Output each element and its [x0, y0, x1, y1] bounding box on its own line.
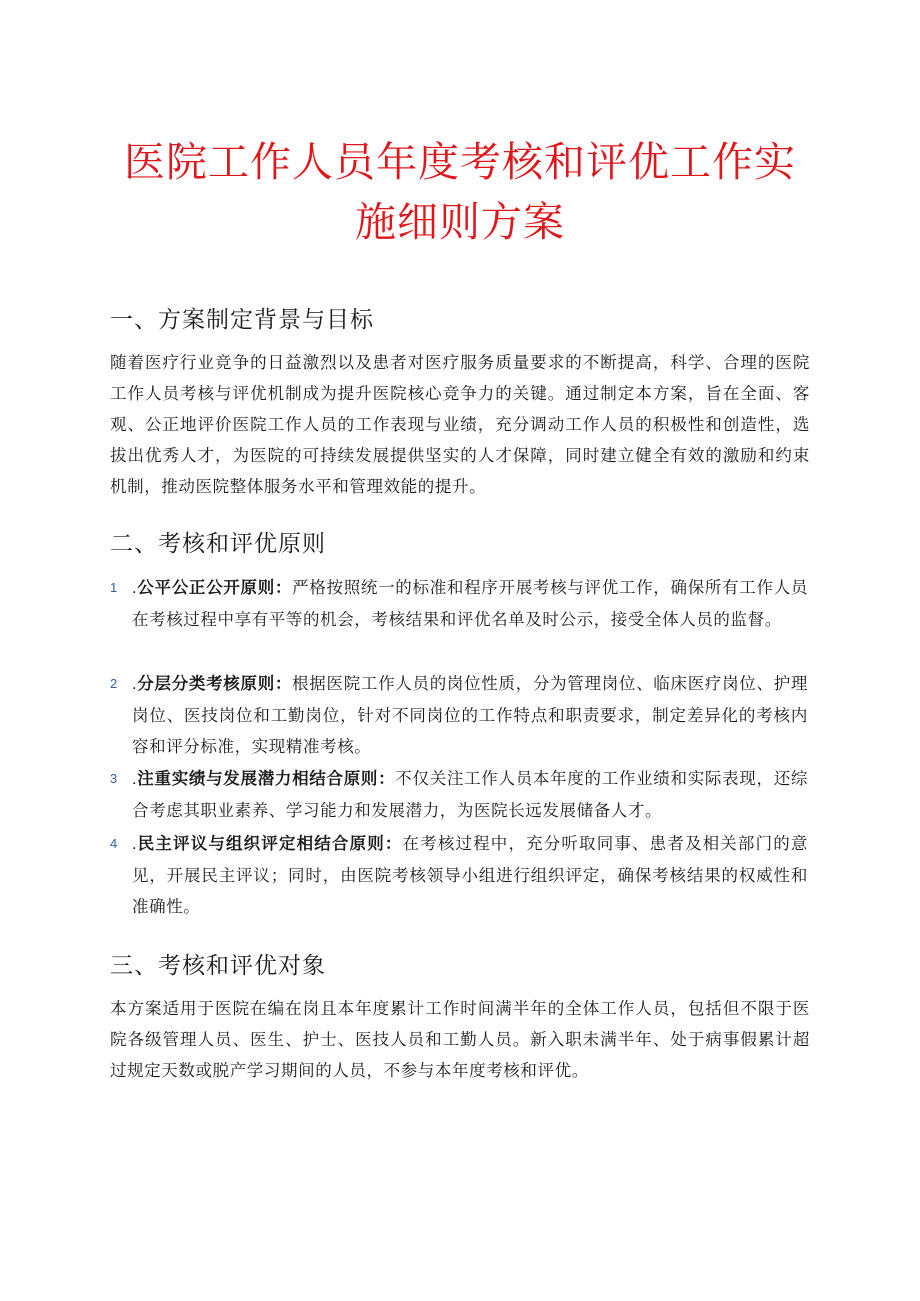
list-item-dot: .	[132, 770, 138, 788]
list-item-lead: 分层分类考核原则：	[137, 674, 293, 693]
list-item-text: 不仅关注工作人员本年度的工作业绩和实际表现，还综合考虑其职业素养、学习能力和发展潜力，为医院长远发展储备人才。	[132, 769, 809, 820]
list-item-number: 2	[110, 676, 118, 691]
list-item-dot: .	[132, 579, 138, 597]
document-title-line-2: 施细则方案	[355, 198, 565, 246]
list-item-lead: 民主评议与组织评定相结合原则：	[137, 834, 403, 853]
list-item-number: 1	[110, 580, 118, 595]
section-paragraph-targets: 本方案适用于医院在编在岗且本年度累计工作时间满半年的全体工作人员，包括但不限于医院各级管理人员、医生、护士、医技人员和工勤人员。新入职未满半年、处于病事假累计超过规定天数或脱产学习期间的人员，不参与本年度考核和评优。	[110, 999, 810, 1080]
list-item-lead: 公平公正公开原则：	[137, 578, 293, 597]
list-item-text: 严格按照统一的标准和程序开展考核与评优工作，确保所有工作人员在考核过程中享有平等的机会，考核结果和评优名单及时公示，接受全体人员的监督。	[132, 578, 808, 629]
document-title-line-1: 医院工作人员年度考核和评优工作实	[124, 138, 796, 186]
list-item-text: 在考核过程中，充分听取同事、患者及相关部门的意见，开展民主评议；同时，由医院考核领导小组进行组织评定，确保考核结果的权威性和准确性。	[132, 834, 808, 916]
document-title	[110, 132, 810, 252]
list-item-body	[132, 572, 808, 635]
list-item-body	[132, 668, 808, 762]
list-item-number: 3	[110, 771, 118, 786]
section-heading-principles: 二、考核和评优原则	[110, 531, 326, 557]
list-item-body	[132, 763, 808, 826]
list-item-number: 4	[110, 836, 118, 851]
section-paragraph-background-goals: 随着医疗行业竞争的日益激烈以及患者对医疗服务质量要求的不断提高，科学、合理的医院工作人员考核与评优机制成为提升医院核心竞争力的关键。通过制定本方案，旨在全面、客观、公正地评价医院工作人员的工作表现与业绩，充分调动工作人员的积极性和创造性，选拔出优秀人才，为医院的可持续发展提供坚实的人才保障，同时建立健全有效的激励和约束机制，推动医院整体服务水平和管理效能的提升。	[110, 353, 810, 496]
list-item-dot: .	[132, 675, 138, 693]
list-item-text: 根据医院工作人员的岗位性质，分为管理岗位、临床医疗岗位、护理岗位、医技岗位和工勤岗位，针对不同岗位的工作特点和职责要求，制定差异化的考核内容和评分标准，实现精准考核。	[132, 674, 808, 756]
list-item-dot: .	[132, 835, 138, 853]
section-heading-background-goals: 一、方案制定背景与目标	[110, 307, 374, 333]
list-item-body	[132, 828, 808, 922]
list-item-lead: 注重实绩与发展潜力相结合原则：	[137, 769, 396, 788]
section-heading-targets: 三、考核和评优对象	[110, 953, 326, 979]
